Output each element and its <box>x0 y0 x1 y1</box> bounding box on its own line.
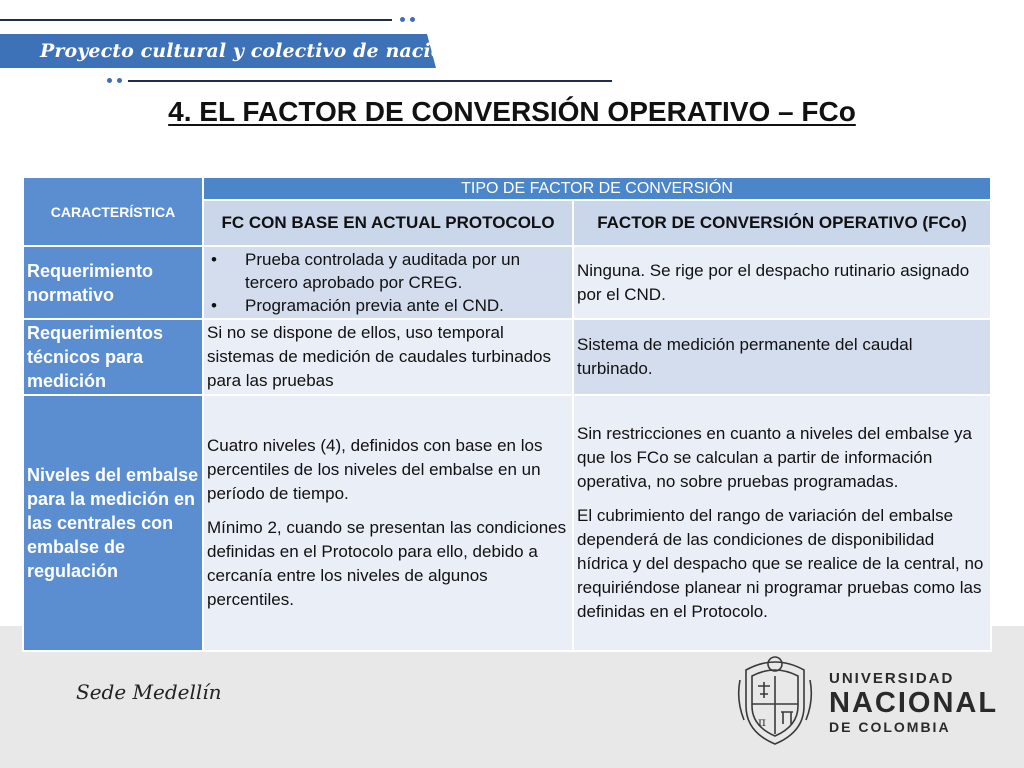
header-dots-top <box>400 17 415 22</box>
header-caracteristica: CARACTERÍSTICA <box>23 177 203 246</box>
header-fco: FACTOR DE CONVERSIÓN OPERATIVO (FCo) <box>573 200 991 246</box>
table-row <box>23 246 991 319</box>
cell-fco: Ninguna. Se rige por el despacho rutinario asignado por el CND. <box>573 246 991 319</box>
header-dots-bottom <box>107 78 122 83</box>
logo-line-colombia: DE COLOMBIA <box>829 719 951 735</box>
logo-line-universidad: UNIVERSIDAD <box>829 670 955 687</box>
cell-fc <box>203 246 573 319</box>
header-banner-text: Proyecto cultural y colectivo de nación <box>40 40 458 62</box>
header-rule-bottom <box>128 80 612 82</box>
list-item: • Prueba controlada y auditada por un tercero aprobado por CREG. <box>207 248 569 294</box>
row-label: Niveles del embalse para la medición en las centrales con embalse de regulación <box>23 395 203 651</box>
row-label: Requerimientos técnicos para medición <box>23 319 203 395</box>
sede-label: Sede Medellín <box>76 680 222 704</box>
cell-fco: Sistema de medición permanente del caudal turbinado. <box>573 319 991 395</box>
header-rule-top <box>0 19 392 21</box>
comparison-table <box>22 176 992 652</box>
row-label: Requerimiento normativo <box>23 246 203 319</box>
header-tipo-factor: TIPO DE FACTOR DE CONVERSIÓN <box>203 177 991 200</box>
cell-paragraph: Sin restricciones en cuanto a niveles del embalse ya que los FCo se calculan a partir de información operativa, no sobre pruebas programadas. <box>577 424 972 491</box>
cell-paragraph: Cuatro niveles (4), definidos con base en los percentiles de los niveles del embalse en un período de tiempo. <box>207 436 543 503</box>
svg-text:π: π <box>758 715 766 729</box>
cell-fc <box>203 395 573 651</box>
logo-line-nacional: NACIONAL <box>829 687 999 719</box>
table-row <box>23 319 991 395</box>
cell-fco <box>573 395 991 651</box>
list-item: • Programación previa ante el CND. <box>207 294 569 317</box>
university-shield-icon <box>736 650 814 748</box>
cell-fc: Si no se dispone de ellos, uso temporal sistemas de medición de caudales turbinados para las pruebas <box>203 319 573 395</box>
table-row <box>23 395 991 651</box>
slide-title: 4. EL FACTOR DE CONVERSIÓN OPERATIVO – FCo <box>168 96 856 127</box>
cell-paragraph: El cubrimiento del rango de variación del embalse dependerá de las condiciones de disponibilidad hídrica y del despacho que se realice de la central, no requiriéndose planear ni programar pruebas como las definidas en el Protocolo. <box>577 506 984 621</box>
header-fc-protocolo: FC CON BASE EN ACTUAL PROTOCOLO <box>203 200 573 246</box>
cell-paragraph: Mínimo 2, cuando se presentan las condiciones definidas en el Protocolo para ello, debido a cercanía entre los niveles de algunos percentiles. <box>207 518 567 609</box>
university-logo-text <box>829 670 998 736</box>
